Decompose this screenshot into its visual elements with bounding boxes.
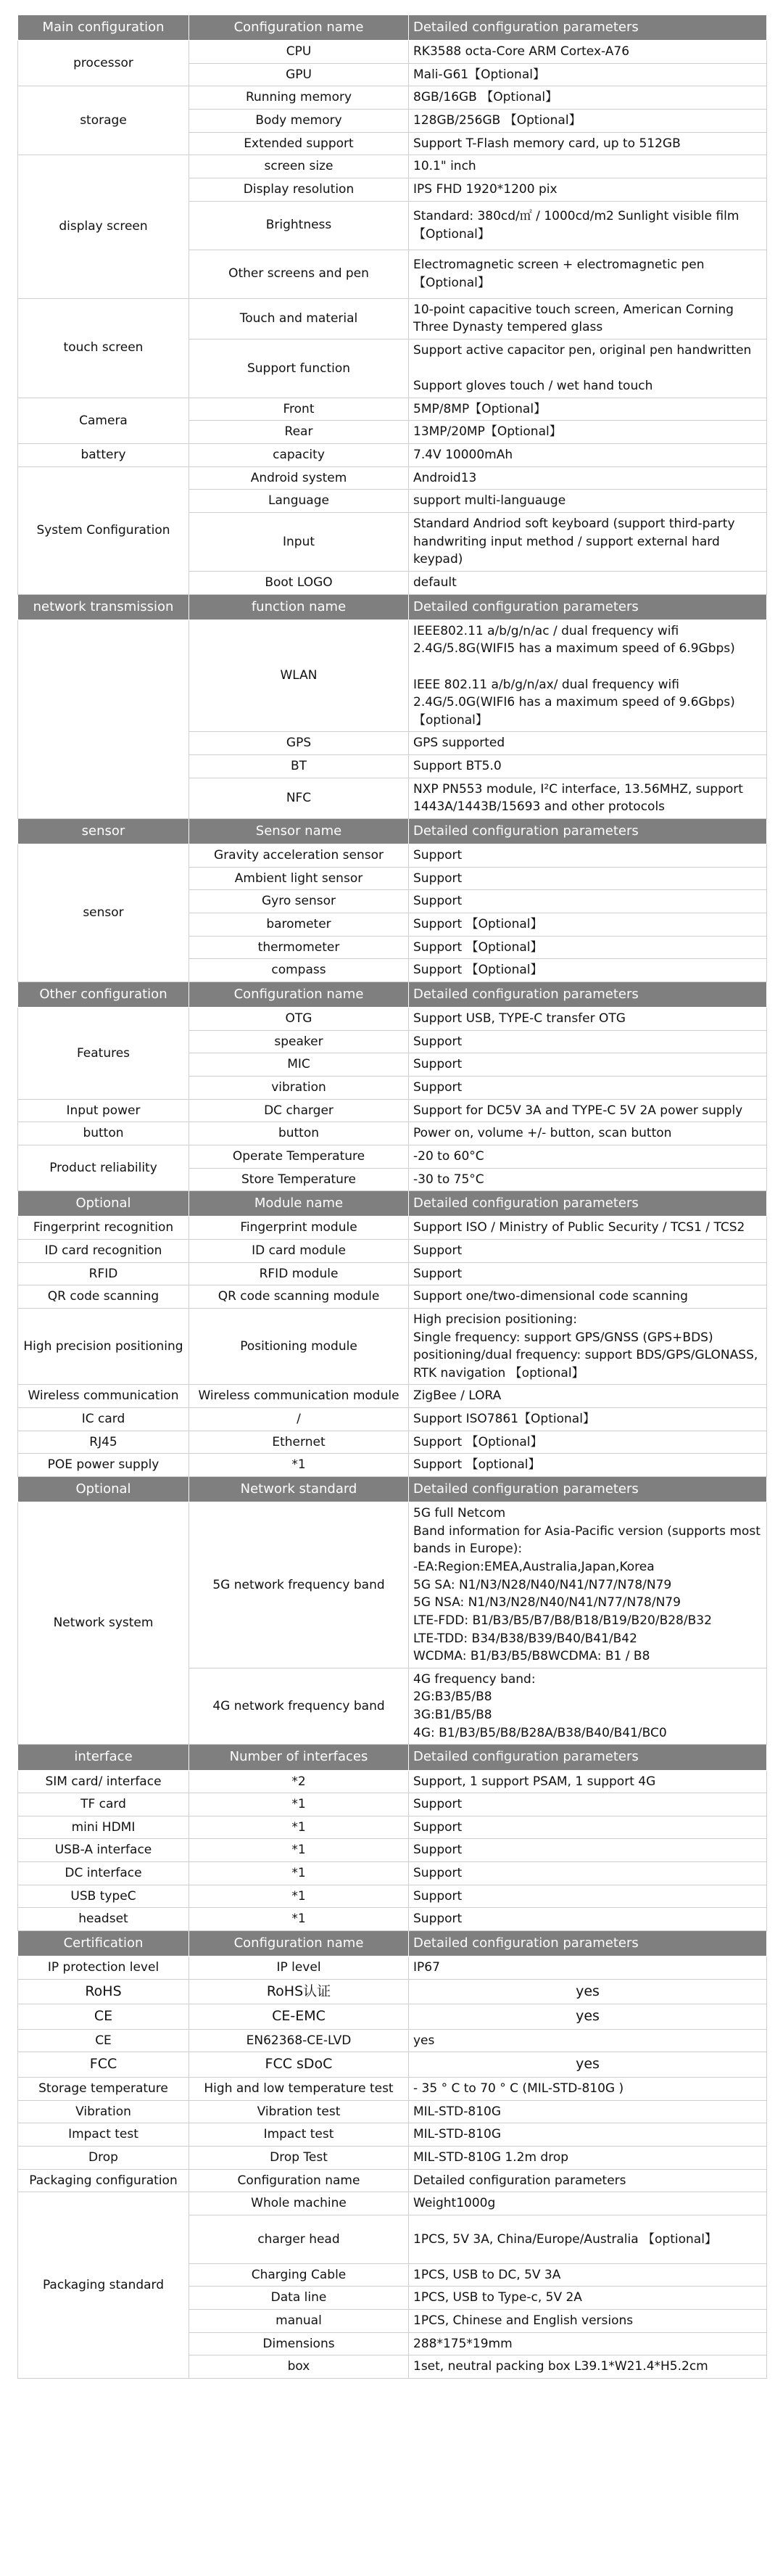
config-name-cell: CE-EMC: [189, 2004, 409, 2030]
config-value-cell: support multi-languauge: [409, 490, 767, 513]
config-name-cell: DC charger: [189, 1099, 409, 1122]
section-header-cell: function name: [189, 594, 409, 620]
spec-row: [18, 620, 767, 732]
config-name-cell: Wireless communication module: [189, 1385, 409, 1408]
spec-row: [18, 1793, 767, 1816]
group-label-cell: mini HDMI: [18, 1816, 189, 1839]
config-value-cell: Support: [409, 1862, 767, 1885]
config-value-cell: IEEE802.11 a/b/g/n/ac / dual frequency wifi 2.4G/5.8G(WIFI5 has a maximum speed of 6.9Gbps) IEEE 802.11 a/b/g/n/ax/ dual frequency wifi 2.4G/5.0G(WIFI6 has a maximum speed of 9.6Gbps)【optional】: [409, 620, 767, 732]
config-value-cell: IPS FHD 1920*1200 pix: [409, 178, 767, 201]
section-header-row: [18, 594, 767, 620]
section-header-row: [18, 819, 767, 844]
config-value-cell: 10-point capacitive touch screen, American Corning Three Dynasty tempered glass: [409, 298, 767, 339]
spec-row: [18, 1408, 767, 1431]
group-label-cell: Features: [18, 1008, 189, 1100]
group-label-cell: TF card: [18, 1793, 189, 1816]
config-name-cell: *1: [189, 1816, 409, 1839]
config-name-cell: Extended support: [189, 132, 409, 155]
spec-row: [18, 1908, 767, 1931]
group-label-cell: Storage temperature: [18, 2078, 189, 2101]
group-label-cell: sensor: [18, 844, 189, 982]
section-header-cell: Detailed configuration parameters: [409, 594, 767, 620]
spec-row: [18, 1979, 767, 2004]
group-label-cell: CE: [18, 2004, 189, 2030]
config-value-cell: NXP PN553 module, I²C interface, 13.56MHZ, support 1443A/1443B/15693 and other protocols: [409, 778, 767, 818]
section-header-cell: Detailed configuration parameters: [409, 1930, 767, 1956]
group-label-cell: button: [18, 1122, 189, 1145]
spec-row: [18, 2123, 767, 2147]
section-header-cell: Configuration name: [189, 982, 409, 1007]
config-name-cell: GPS: [189, 732, 409, 755]
section-header-cell: Number of interfaces: [189, 1745, 409, 1770]
config-value-cell: Electromagnetic screen + electromagnetic pen【Optional】: [409, 250, 767, 298]
spec-row: [18, 1262, 767, 1285]
config-name-cell: Charging Cable: [189, 2263, 409, 2287]
group-label-cell: Input power: [18, 1099, 189, 1122]
config-value-cell: 5G full Netcom Band information for Asia-Pacific version (supports most bands in Europe): -EA:Region:EMEA,Australia,Japan,Korea 5G SA: N1/N3/N28/N40/N41/N77/N78/N79 5G NSA: N1/N3/N28/N40/N41/N77/N78/N79 LTE-FDD: B1/B3/B5/B7/B8/B18/B19/B20/B28/B32 LTE-TDD: B34/B38/B39/B40/B41/B42 WCDMA: B1/B3/B5/B8WCDMA: B1 / B8: [409, 1502, 767, 1668]
config-value-cell: 5MP/8MP【Optional】: [409, 398, 767, 421]
config-value-cell: Android13: [409, 466, 767, 490]
config-value-cell: Support 【Optional】: [409, 913, 767, 937]
config-name-cell: Rear: [189, 421, 409, 444]
group-label-cell: touch screen: [18, 298, 189, 398]
spec-row: [18, 2100, 767, 2123]
section-header-cell: Detailed configuration parameters: [409, 1191, 767, 1217]
section-header-row: [18, 1476, 767, 1502]
config-name-cell: QR code scanning module: [189, 1285, 409, 1309]
spec-row: [18, 2146, 767, 2169]
config-name-cell: Ethernet: [189, 1431, 409, 1454]
config-value-cell: MIL-STD-810G: [409, 2100, 767, 2123]
config-name-cell: speaker: [189, 1030, 409, 1053]
group-label-cell: Network system: [18, 1502, 189, 1745]
config-value-cell: Support: [409, 1885, 767, 1908]
group-label-cell: RFID: [18, 1262, 189, 1285]
section-header-cell: Detailed configuration parameters: [409, 15, 767, 41]
config-name-cell: Impact test: [189, 2123, 409, 2147]
config-value-cell: Mali-G61【Optional】: [409, 63, 767, 86]
spec-row: [18, 2004, 767, 2030]
config-value-cell: Support 【Optional】: [409, 959, 767, 982]
config-value-cell: Support: [409, 1077, 767, 1100]
group-label-cell: Impact test: [18, 2123, 189, 2147]
config-value-cell: High precision positioning: Single frequency: support GPS/GNSS (GPS+BDS) positioning/dual frequency: support BDS/GPS/GLONASS, RTK navigation 【optional】: [409, 1308, 767, 1385]
config-name-cell: IP level: [189, 1956, 409, 1980]
config-name-cell: CPU: [189, 41, 409, 64]
spec-row: [18, 1816, 767, 1839]
config-value-cell: 1PCS, USB to Type-c, 5V 2A: [409, 2287, 767, 2310]
group-label-cell: SIM card/ interface: [18, 1770, 189, 1793]
config-name-cell: WLAN: [189, 620, 409, 732]
group-label-cell: Vibration: [18, 2100, 189, 2123]
config-name-cell: Support function: [189, 339, 409, 398]
section-header-cell: Other configuration: [18, 982, 189, 1007]
config-name-cell: Brightness: [189, 201, 409, 250]
config-value-cell: 7.4V 10000mAh: [409, 444, 767, 467]
section-header-cell: Sensor name: [189, 819, 409, 844]
config-name-cell: Other screens and pen: [189, 250, 409, 298]
spec-table: [17, 15, 767, 2379]
spec-row: [18, 1099, 767, 1122]
group-label-cell: headset: [18, 1908, 189, 1931]
config-name-cell: Android system: [189, 466, 409, 490]
group-label-cell: Camera: [18, 398, 189, 443]
config-name-cell: OTG: [189, 1008, 409, 1031]
config-value-cell: Support ISO7861【Optional】: [409, 1408, 767, 1431]
spec-row: [18, 398, 767, 421]
spec-row: [18, 844, 767, 868]
section-header-cell: network transmission: [18, 594, 189, 620]
config-name-cell: Fingerprint module: [189, 1217, 409, 1240]
config-value-cell: Support 【Optional】: [409, 936, 767, 959]
group-label-cell: IC card: [18, 1408, 189, 1431]
config-value-cell: 4G frequency band: 2G:B3/B5/B8 3G:B1/B5/B8 4G: B1/B3/B5/B8/B28A/B38/B40/B41/BC0: [409, 1668, 767, 1745]
spec-row: [18, 1839, 767, 1862]
config-name-cell: RFID module: [189, 1262, 409, 1285]
section-header-cell: Optional: [18, 1476, 189, 1502]
section-header-cell: Configuration name: [189, 1930, 409, 1956]
section-header-cell: Network standard: [189, 1476, 409, 1502]
config-value-cell: yes: [409, 1979, 767, 2004]
config-name-cell: RoHS认证: [189, 1979, 409, 2004]
config-name-cell: Vibration test: [189, 2100, 409, 2123]
config-name-cell: Running memory: [189, 86, 409, 110]
section-header-cell: Detailed configuration parameters: [409, 1745, 767, 1770]
config-name-cell: thermometer: [189, 936, 409, 959]
config-name-cell: Configuration name: [189, 2169, 409, 2192]
config-name-cell: box: [189, 2355, 409, 2379]
section-header-row: [18, 1745, 767, 1770]
config-name-cell: Touch and material: [189, 298, 409, 339]
config-value-cell: 8GB/16GB 【Optional】: [409, 86, 767, 110]
config-name-cell: Gyro sensor: [189, 890, 409, 913]
config-value-cell: Support: [409, 867, 767, 890]
config-value-cell: 1PCS, 5V 3A, China/Europe/Australia 【optional】: [409, 2215, 767, 2263]
config-value-cell: RK3588 octa-Core ARM Cortex-A76: [409, 41, 767, 64]
config-value-cell: Support: [409, 890, 767, 913]
config-name-cell: Gravity acceleration sensor: [189, 844, 409, 868]
config-name-cell: barometer: [189, 913, 409, 937]
config-value-cell: Support active capacitor pen, original pen handwritten Support gloves touch / wet hand touch: [409, 339, 767, 398]
group-label-cell: processor: [18, 41, 189, 86]
group-label-cell: Wireless communication: [18, 1385, 189, 1408]
config-value-cell: Support: [409, 1816, 767, 1839]
config-name-cell: EN62368-CE-LVD: [189, 2029, 409, 2052]
config-name-cell: /: [189, 1408, 409, 1431]
spec-row: [18, 2169, 767, 2192]
config-value-cell: MIL-STD-810G: [409, 2123, 767, 2147]
config-name-cell: button: [189, 1122, 409, 1145]
config-name-cell: Ambient light sensor: [189, 867, 409, 890]
config-name-cell: Drop Test: [189, 2146, 409, 2169]
config-value-cell: -30 to 75°C: [409, 1168, 767, 1191]
group-label-cell: Packaging standard: [18, 2192, 189, 2379]
spec-row: [18, 1308, 767, 1385]
config-name-cell: Body memory: [189, 110, 409, 133]
config-value-cell: Support, 1 support PSAM, 1 support 4G: [409, 1770, 767, 1793]
group-label-cell: IP protection level: [18, 1956, 189, 1980]
spec-row: [18, 2052, 767, 2078]
config-value-cell: Support T-Flash memory card, up to 512GB: [409, 132, 767, 155]
config-name-cell: compass: [189, 959, 409, 982]
config-value-cell: yes: [409, 2004, 767, 2030]
group-label-cell: POE power supply: [18, 1454, 189, 1477]
spec-row: [18, 466, 767, 490]
config-name-cell: Dimensions: [189, 2332, 409, 2355]
config-value-cell: - 35 ° C to 70 ° C (MIL-STD-810G ): [409, 2078, 767, 2101]
section-header-cell: Configuration name: [189, 15, 409, 41]
spec-row: [18, 1862, 767, 1885]
config-value-cell: Detailed configuration parameters: [409, 2169, 767, 2192]
config-value-cell: yes: [409, 2052, 767, 2078]
config-value-cell: MIL-STD-810G 1.2m drop: [409, 2146, 767, 2169]
group-label-cell: USB typeC: [18, 1885, 189, 1908]
config-value-cell: Support ISO / Ministry of Public Security / TCS1 / TCS2: [409, 1217, 767, 1240]
group-label-cell: DC interface: [18, 1862, 189, 1885]
spec-row: [18, 1431, 767, 1454]
group-label-cell: Fingerprint recognition: [18, 1217, 189, 1240]
config-value-cell: 13MP/20MP【Optional】: [409, 421, 767, 444]
group-label-cell: QR code scanning: [18, 1285, 189, 1309]
config-value-cell: 1PCS, Chinese and English versions: [409, 2310, 767, 2333]
spec-row: [18, 1885, 767, 1908]
spec-row: [18, 1145, 767, 1168]
group-label-cell: FCC: [18, 2052, 189, 2078]
config-value-cell: Support BT5.0: [409, 755, 767, 778]
config-name-cell: GPU: [189, 63, 409, 86]
spec-row: [18, 1770, 767, 1793]
config-value-cell: ZigBee / LORA: [409, 1385, 767, 1408]
group-label-cell: ID card recognition: [18, 1239, 189, 1262]
config-name-cell: capacity: [189, 444, 409, 467]
spec-row: [18, 2078, 767, 2101]
spec-row: [18, 1385, 767, 1408]
config-value-cell: 1set, neutral packing box L39.1*W21.4*H5.2cm: [409, 2355, 767, 2379]
config-value-cell: Support: [409, 1239, 767, 1262]
config-name-cell: BT: [189, 755, 409, 778]
config-value-cell: Support: [409, 844, 767, 868]
config-value-cell: Support 【optional】: [409, 1454, 767, 1477]
spec-row: [18, 444, 767, 467]
spec-row: [18, 1239, 767, 1262]
config-name-cell: 5G network frequency band: [189, 1502, 409, 1668]
section-header-cell: sensor: [18, 819, 189, 844]
spec-row: [18, 155, 767, 178]
config-value-cell: Support: [409, 1839, 767, 1862]
group-label-cell: battery: [18, 444, 189, 467]
group-label-cell: RoHS: [18, 1979, 189, 2004]
section-header-cell: interface: [18, 1745, 189, 1770]
section-header-row: [18, 1930, 767, 1956]
spec-row: [18, 2192, 767, 2215]
spec-row: [18, 2029, 767, 2052]
config-name-cell: FCC sDoC: [189, 2052, 409, 2078]
config-value-cell: Support: [409, 1053, 767, 1077]
section-header-row: [18, 982, 767, 1007]
config-name-cell: Data line: [189, 2287, 409, 2310]
config-value-cell: default: [409, 571, 767, 594]
config-value-cell: Support: [409, 1262, 767, 1285]
config-value-cell: IP67: [409, 1956, 767, 1980]
config-name-cell: Boot LOGO: [189, 571, 409, 594]
config-name-cell: Language: [189, 490, 409, 513]
section-header-cell: Detailed configuration parameters: [409, 982, 767, 1007]
config-name-cell: 4G network frequency band: [189, 1668, 409, 1745]
config-value-cell: Support: [409, 1793, 767, 1816]
config-value-cell: yes: [409, 2029, 767, 2052]
group-label-cell: Packaging configuration: [18, 2169, 189, 2192]
config-value-cell: Support 【Optional】: [409, 1431, 767, 1454]
group-label-cell: RJ45: [18, 1431, 189, 1454]
config-name-cell: Input: [189, 512, 409, 571]
group-label-cell: USB-A interface: [18, 1839, 189, 1862]
config-name-cell: MIC: [189, 1053, 409, 1077]
group-label-cell: High precision positioning: [18, 1308, 189, 1385]
spec-row: [18, 1956, 767, 1980]
config-name-cell: Whole machine: [189, 2192, 409, 2215]
config-name-cell: Positioning module: [189, 1308, 409, 1385]
group-label-cell: CE: [18, 2029, 189, 2052]
config-value-cell: Standard Andriod soft keyboard (support third-party handwriting input method / support external hard keypad): [409, 512, 767, 571]
config-value-cell: Standard: 380cd/㎡ / 1000cd/m2 Sunlight visible film 【Optional】: [409, 201, 767, 250]
config-name-cell: vibration: [189, 1077, 409, 1100]
config-value-cell: -20 to 60°C: [409, 1145, 767, 1168]
spec-row: [18, 41, 767, 64]
config-value-cell: 1PCS, USB to DC, 5V 3A: [409, 2263, 767, 2287]
spec-row: [18, 1285, 767, 1309]
section-header-cell: Module name: [189, 1191, 409, 1217]
config-value-cell: Power on, volume +/- button, scan button: [409, 1122, 767, 1145]
config-name-cell: Operate Temperature: [189, 1145, 409, 1168]
config-value-cell: GPS supported: [409, 732, 767, 755]
spec-row: [18, 1502, 767, 1668]
spec-row: [18, 1008, 767, 1031]
config-value-cell: Support USB, TYPE-C transfer OTG: [409, 1008, 767, 1031]
section-header-row: [18, 15, 767, 41]
config-value-cell: 288*175*19mm: [409, 2332, 767, 2355]
config-name-cell: Front: [189, 398, 409, 421]
spec-row: [18, 1217, 767, 1240]
config-name-cell: manual: [189, 2310, 409, 2333]
config-name-cell: *1: [189, 1885, 409, 1908]
section-header-cell: Main configuration: [18, 15, 189, 41]
group-label-cell: System Configuration: [18, 466, 189, 594]
group-label-cell: [18, 620, 189, 818]
config-value-cell: Support: [409, 1908, 767, 1931]
config-value-cell: Support for DC5V 3A and TYPE-C 5V 2A power supply: [409, 1099, 767, 1122]
section-header-cell: Certification: [18, 1930, 189, 1956]
config-name-cell: *1: [189, 1454, 409, 1477]
config-name-cell: Store Temperature: [189, 1168, 409, 1191]
config-value-cell: 128GB/256GB 【Optional】: [409, 110, 767, 133]
config-value-cell: Support: [409, 1030, 767, 1053]
config-name-cell: Display resolution: [189, 178, 409, 201]
section-header-row: [18, 1191, 767, 1217]
config-name-cell: High and low temperature test: [189, 2078, 409, 2101]
spec-table-body: [18, 15, 767, 2379]
group-label-cell: Product reliability: [18, 1145, 189, 1190]
config-name-cell: ID card module: [189, 1239, 409, 1262]
spec-row: [18, 1454, 767, 1477]
section-header-cell: Detailed configuration parameters: [409, 819, 767, 844]
config-value-cell: 10.1" inch: [409, 155, 767, 178]
config-name-cell: *1: [189, 1839, 409, 1862]
group-label-cell: storage: [18, 86, 189, 155]
spec-row: [18, 298, 767, 339]
group-label-cell: Drop: [18, 2146, 189, 2169]
config-name-cell: screen size: [189, 155, 409, 178]
config-name-cell: *2: [189, 1770, 409, 1793]
config-value-cell: Weight1000g: [409, 2192, 767, 2215]
spec-row: [18, 86, 767, 110]
config-name-cell: NFC: [189, 778, 409, 818]
spec-row: [18, 1122, 767, 1145]
config-name-cell: *1: [189, 1908, 409, 1931]
section-header-cell: Detailed configuration parameters: [409, 1476, 767, 1502]
section-header-cell: Optional: [18, 1191, 189, 1217]
config-name-cell: charger head: [189, 2215, 409, 2263]
config-name-cell: *1: [189, 1793, 409, 1816]
group-label-cell: display screen: [18, 155, 189, 298]
config-name-cell: *1: [189, 1862, 409, 1885]
config-value-cell: Support one/two-dimensional code scanning: [409, 1285, 767, 1309]
